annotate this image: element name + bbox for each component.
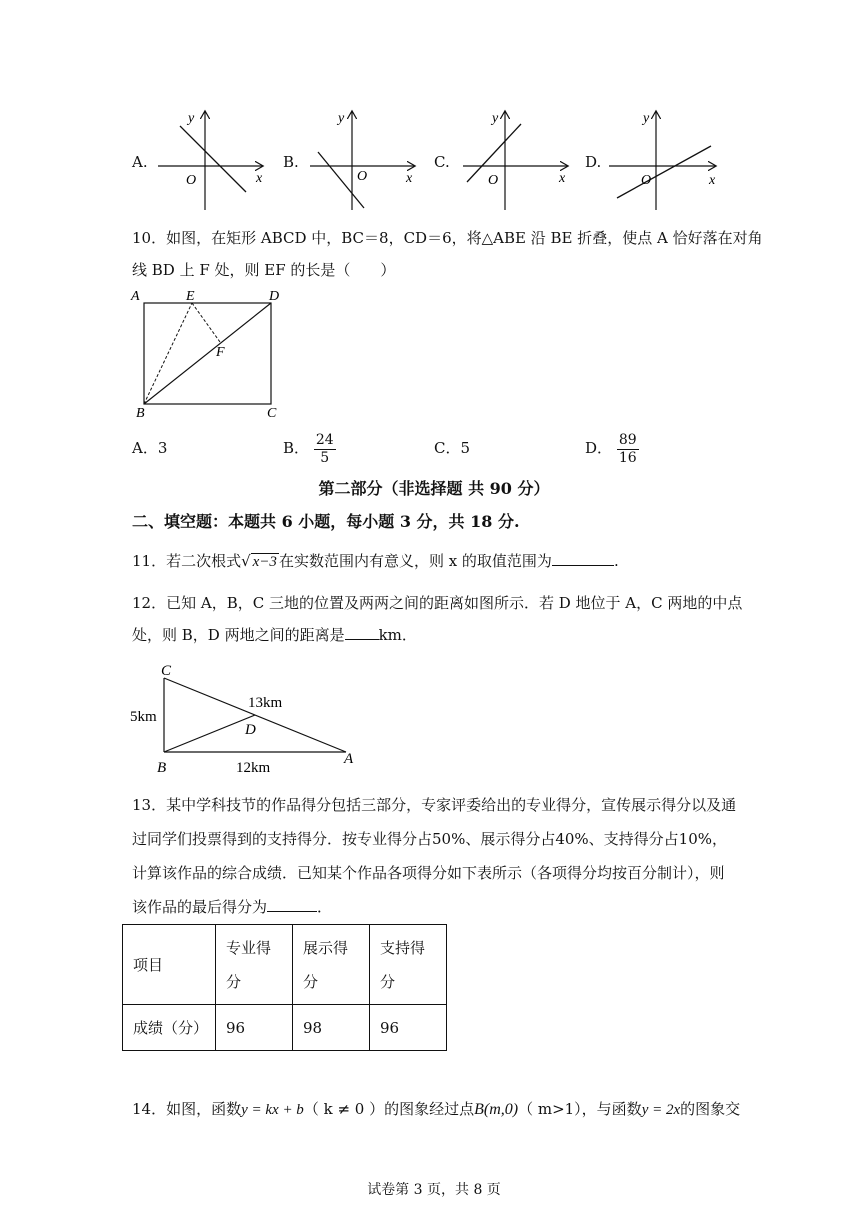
q9-option-b-label: B. xyxy=(283,153,299,171)
q10-option-a: A．3 xyxy=(132,439,168,457)
diagonal-bd xyxy=(144,303,271,404)
q10-option-d: D． $\frac{89}{16}$ xyxy=(585,431,637,466)
x-label: x xyxy=(709,173,716,188)
label-e: E xyxy=(186,289,195,304)
q12-answer-blank xyxy=(345,625,379,640)
label-a: A xyxy=(344,751,354,767)
q9-option-d-label: D. xyxy=(585,153,602,171)
label-a: A xyxy=(131,289,140,304)
q10-rectangle-figure xyxy=(128,286,288,420)
q10-option-b: B． $\frac{24}{5}$ xyxy=(283,431,334,466)
label-c: C xyxy=(161,663,172,679)
q13-line-2: 过同学们投票得到的支持得分．按专业得分占50%、展示得分占40%、支持得分占10%， xyxy=(132,830,728,848)
table-cell: 96 xyxy=(216,1005,293,1051)
fraction-89-16: $\frac{89}{16}$ xyxy=(618,431,637,466)
section2-title: 二、填空题：本题共 6 小题，每小题 3 分，共 18 分. xyxy=(132,512,520,531)
table-header-row xyxy=(123,925,447,1005)
q9-option-a-label: A. xyxy=(132,153,148,171)
label-b: B xyxy=(157,760,167,776)
label-f: F xyxy=(216,345,225,360)
q9-graph-d xyxy=(603,108,723,214)
point-b: B(m,0) xyxy=(474,1101,519,1118)
label-ac-length: 13km xyxy=(248,695,283,711)
label-d: D xyxy=(269,289,280,304)
part2-title: 第二部分（非选择题 共 90 分） xyxy=(318,479,550,498)
q10-option-c: C．5 xyxy=(434,439,471,457)
origin-label: O xyxy=(641,173,652,188)
q11: 11．若二次根式√ x−3 在实数范围内有意义，则 x 的取值范围为 . xyxy=(132,552,619,570)
q9-graph-c xyxy=(455,108,575,214)
q12-line-2: 处，则 B，D 两地之间的距离是 km． xyxy=(132,626,417,644)
segment-ef xyxy=(192,303,220,342)
q13-line-4: 该作品的最后得分为 ． xyxy=(132,898,333,916)
page-footer: 试卷第 3 页，共 8 页 xyxy=(367,1182,501,1198)
y-label: y xyxy=(492,111,499,126)
origin-label: O xyxy=(186,173,197,188)
q13-line-1: 13．某中学科技节的作品得分包括三部分，专家评委给出的专业得分，宣传展示得分以及通 xyxy=(132,796,737,814)
fold-line-be xyxy=(144,303,192,404)
x-label: x xyxy=(559,171,566,186)
q10-line-1: 10．如图，在矩形 ABCD 中，BC＝8，CD＝6，将△ABE 沿 BE 折叠，使点 A 恰好落在对角 xyxy=(132,229,763,247)
q9-graph-a xyxy=(150,108,270,214)
function-1: y = kx + b xyxy=(241,1102,304,1118)
label-b: B xyxy=(136,406,145,420)
header-cell: 专业得 分 xyxy=(216,925,293,1005)
q12-line-1: 12．已知 A，B，C 三地的位置及两两之间的距离如图所示．若 D 地位于 A，C 两地的中点 xyxy=(132,594,743,612)
y-label: y xyxy=(338,111,345,126)
y-label: y xyxy=(188,111,195,126)
table-cell: 98 xyxy=(293,1005,370,1051)
label-bc-length: 5km xyxy=(130,709,157,725)
header-cell: 支持得 分 xyxy=(370,925,447,1005)
sqrt-expression: √ x−3 xyxy=(241,552,277,570)
table-row xyxy=(123,1005,447,1051)
function-line xyxy=(617,146,711,198)
table-cell: 96 xyxy=(370,1005,447,1051)
y-label: y xyxy=(643,111,650,126)
x-label: x xyxy=(256,171,263,186)
q9-option-c-label: C. xyxy=(434,153,450,171)
q10-line-2: 线 BD 上 F 处，则 EF 的长是（ ） xyxy=(132,261,396,279)
label-ab-length: 12km xyxy=(236,760,271,776)
origin-label: O xyxy=(357,169,368,184)
origin-label: O xyxy=(488,173,499,188)
fraction-24-5: $\frac{24}{5}$ xyxy=(315,431,334,466)
q13-answer-blank xyxy=(267,897,317,912)
q13-score-table xyxy=(122,924,447,1051)
q13-line-3: 计算该作品的综合成绩．已知某个作品各项得分如下表所示（各项得分均按百分制计），则 xyxy=(132,864,725,882)
header-cell: 项目 xyxy=(123,925,216,1005)
label-c: C xyxy=(267,406,277,420)
q14-line-1: 14．如图，函数y = kx + b（ k ≠ 0 ）的图象经过点B(m,0)（ m>1），与函数y = 2x的图象交 xyxy=(132,1100,741,1118)
q11-answer-blank xyxy=(552,551,614,566)
q9-graph-b xyxy=(302,108,422,214)
q12-triangle-figure xyxy=(128,660,363,778)
x-label: x xyxy=(406,171,413,186)
segment-bd xyxy=(164,715,255,752)
function-2: y = 2x xyxy=(641,1102,681,1118)
header-cell: 展示得 分 xyxy=(293,925,370,1005)
label-d: D xyxy=(245,722,256,738)
table-cell: 成绩（分） xyxy=(123,1005,216,1051)
